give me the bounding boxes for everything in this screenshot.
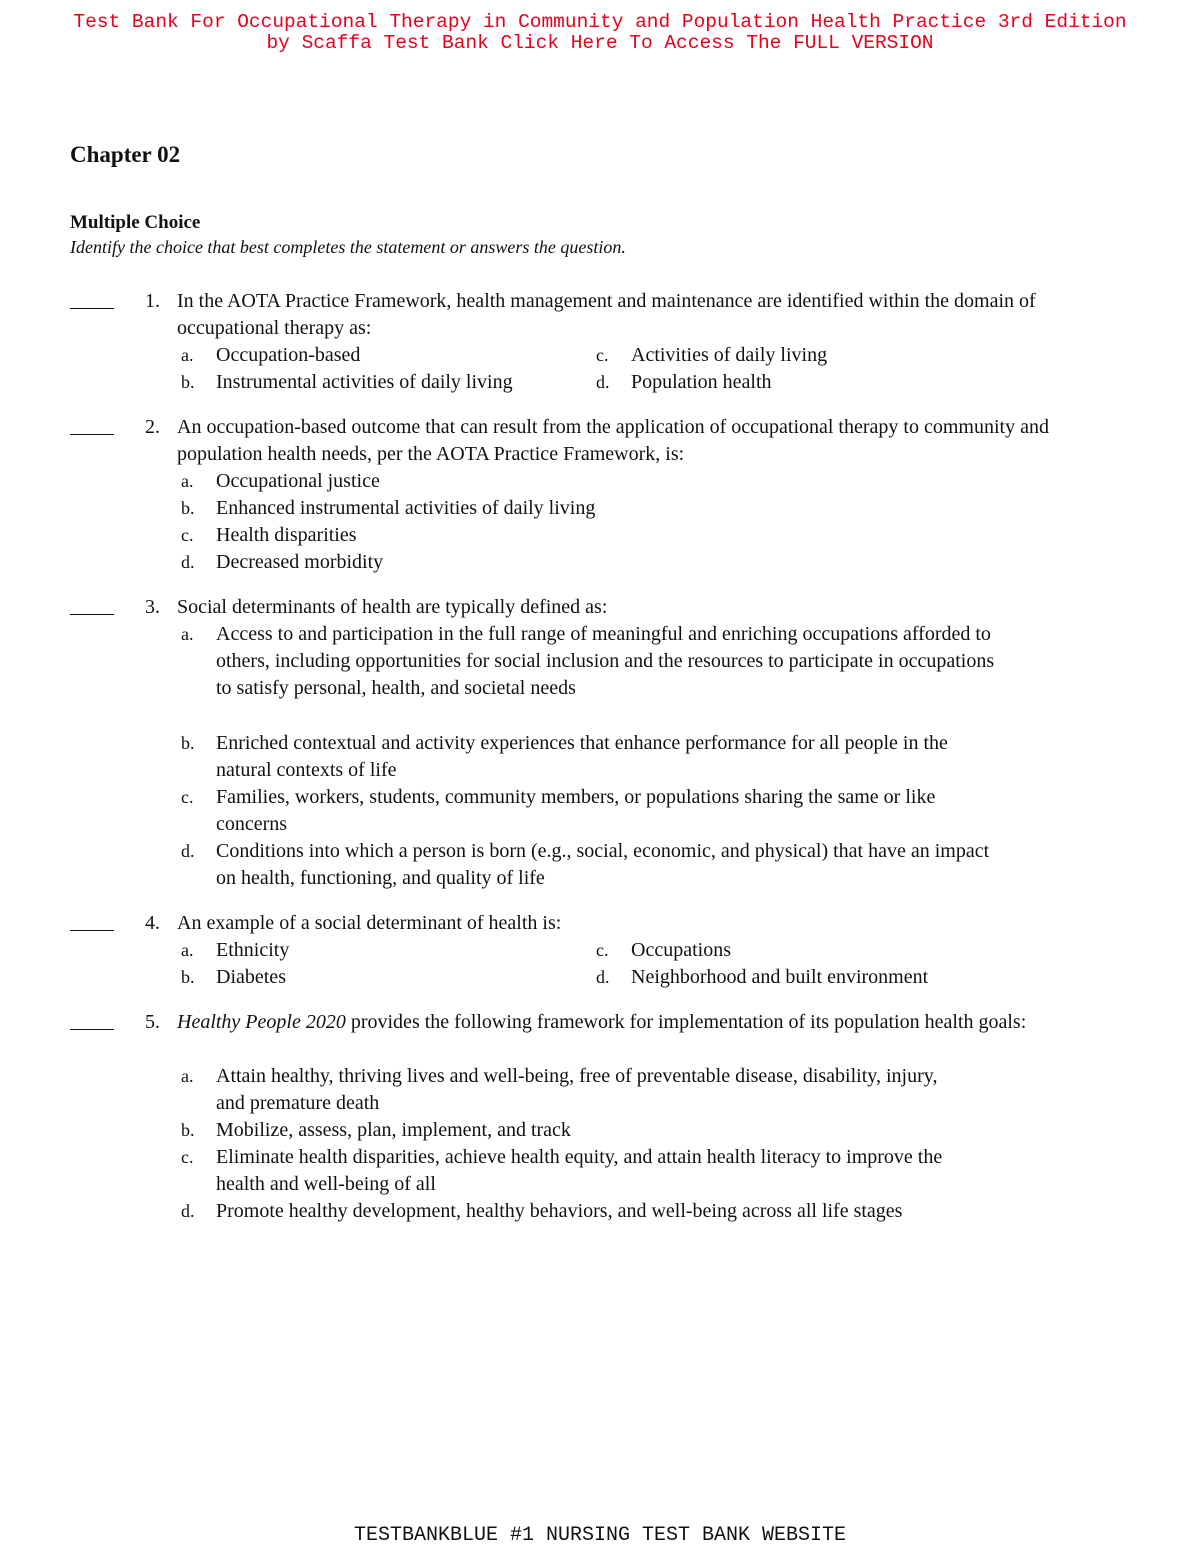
choice-text: Occupation-based [216,344,361,366]
choice-letter: a. [181,1066,194,1086]
answer-blank[interactable] [70,910,114,931]
choice-text: Enhanced instrumental activities of daily living [216,497,596,519]
full-version-link[interactable] [0,12,1200,54]
choice-text: Access to and participation in the full range of meaningful and enriching occupations afforded to others, including opportunities for social inclusion and the resources to participate in occupations to satisfy personal, health, and societal needs [216,623,995,699]
choice-text: Enriched contextual and activity experiences that enhance performance for all people in the natural contexts of life [216,732,948,781]
choice-text: Conditions into which a person is born (e.g., social, economic, and physical) that have an impact on health, functioning, and quality of life [216,840,990,889]
publication-title: Healthy People 2020 [177,1011,346,1033]
answer-blank[interactable] [70,288,114,309]
choice-text: Attain healthy, thriving lives and well-being, free of preventable disease, disability, injury, and premature death [216,1065,938,1114]
answer-blank[interactable] [70,414,114,435]
choice-text: Ethnicity [216,939,290,961]
question-stem: In the AOTA Practice Framework, health management and maintenance are identified within the domain of occupational therapy as: [177,290,1036,339]
choice-letter: b. [181,1120,195,1140]
choice-letter: a. [181,471,194,491]
choice-text: Occupational justice [216,470,380,492]
choice-letter: c. [596,940,609,960]
choice-text: Decreased morbidity [216,551,384,573]
page-footer: TESTBANKBLUE #1 NURSING TEST BANK WEBSITE [353,1524,847,1547]
choice-text: Health disparities [216,524,357,546]
choice-letter: a. [181,345,194,365]
question-stem: Social determinants of health are typically defined as: [177,596,608,618]
question-number: 1. [145,290,160,312]
question-stem [177,1009,1122,1036]
question-stem-text: provides the following framework for implementation of its population health goals: [345,1011,1027,1033]
choice-letter: a. [181,940,194,960]
question-stem: An example of a social determinant of health is: [177,912,562,934]
question-stem: An occupation-based outcome that can result from the application of occupational therapy to community and population health needs, per the AOTA Practice Framework, is: [177,416,1049,465]
choice-letter: d. [596,372,610,392]
choice-text: Diabetes [216,966,286,988]
choice-text: Families, workers, students, community members, or populations sharing the same or like concerns [216,786,936,835]
choice-text: Activities of daily living [631,344,828,366]
choice-text: Eliminate health disparities, achieve health equity, and attain health literacy to improve the health and well-being of all [216,1146,943,1195]
choice-letter: c. [181,787,194,807]
choice-letter: b. [181,967,195,987]
choice-letter: d. [181,552,195,572]
section-instructions: Identify the choice that best completes the statement or answers the question. [70,237,626,257]
choice-letter: c. [181,1147,194,1167]
choice-letter: c. [181,525,194,545]
header-line-2: by Scaffa Test Bank Click Here To Access The FULL VERSION [266,32,934,54]
choice-letter: b. [181,498,195,518]
choice-letter: c. [596,345,609,365]
question-number: 5. [145,1011,160,1033]
choice-text: Promote healthy development, healthy behaviors, and well-being across all life stages [216,1200,903,1222]
choice-text: Mobilize, assess, plan, implement, and track [216,1119,571,1141]
choice-text: Occupations [631,939,731,961]
choice-letter: d. [181,841,195,861]
choice-text: Instrumental activities of daily living [216,371,513,393]
choice-letter: b. [181,372,195,392]
choice-letter: b. [181,733,195,753]
choice-text: Neighborhood and built environment [631,966,929,988]
choice-letter: d. [596,967,610,987]
question-number: 3. [145,596,160,618]
question-number: 4. [145,912,160,934]
header-line-1: Test Bank For Occupational Therapy in Community and Population Health Practice 3rd Edition [73,11,1127,33]
answer-blank[interactable] [70,594,114,615]
section-title: Multiple Choice [70,212,201,233]
choice-letter: d. [181,1201,195,1221]
chapter-title: Chapter 02 [70,142,181,167]
question-number: 2. [145,416,160,438]
choice-text: Population health [631,371,772,393]
choice-letter: a. [181,624,194,644]
answer-blank[interactable] [70,1009,114,1030]
